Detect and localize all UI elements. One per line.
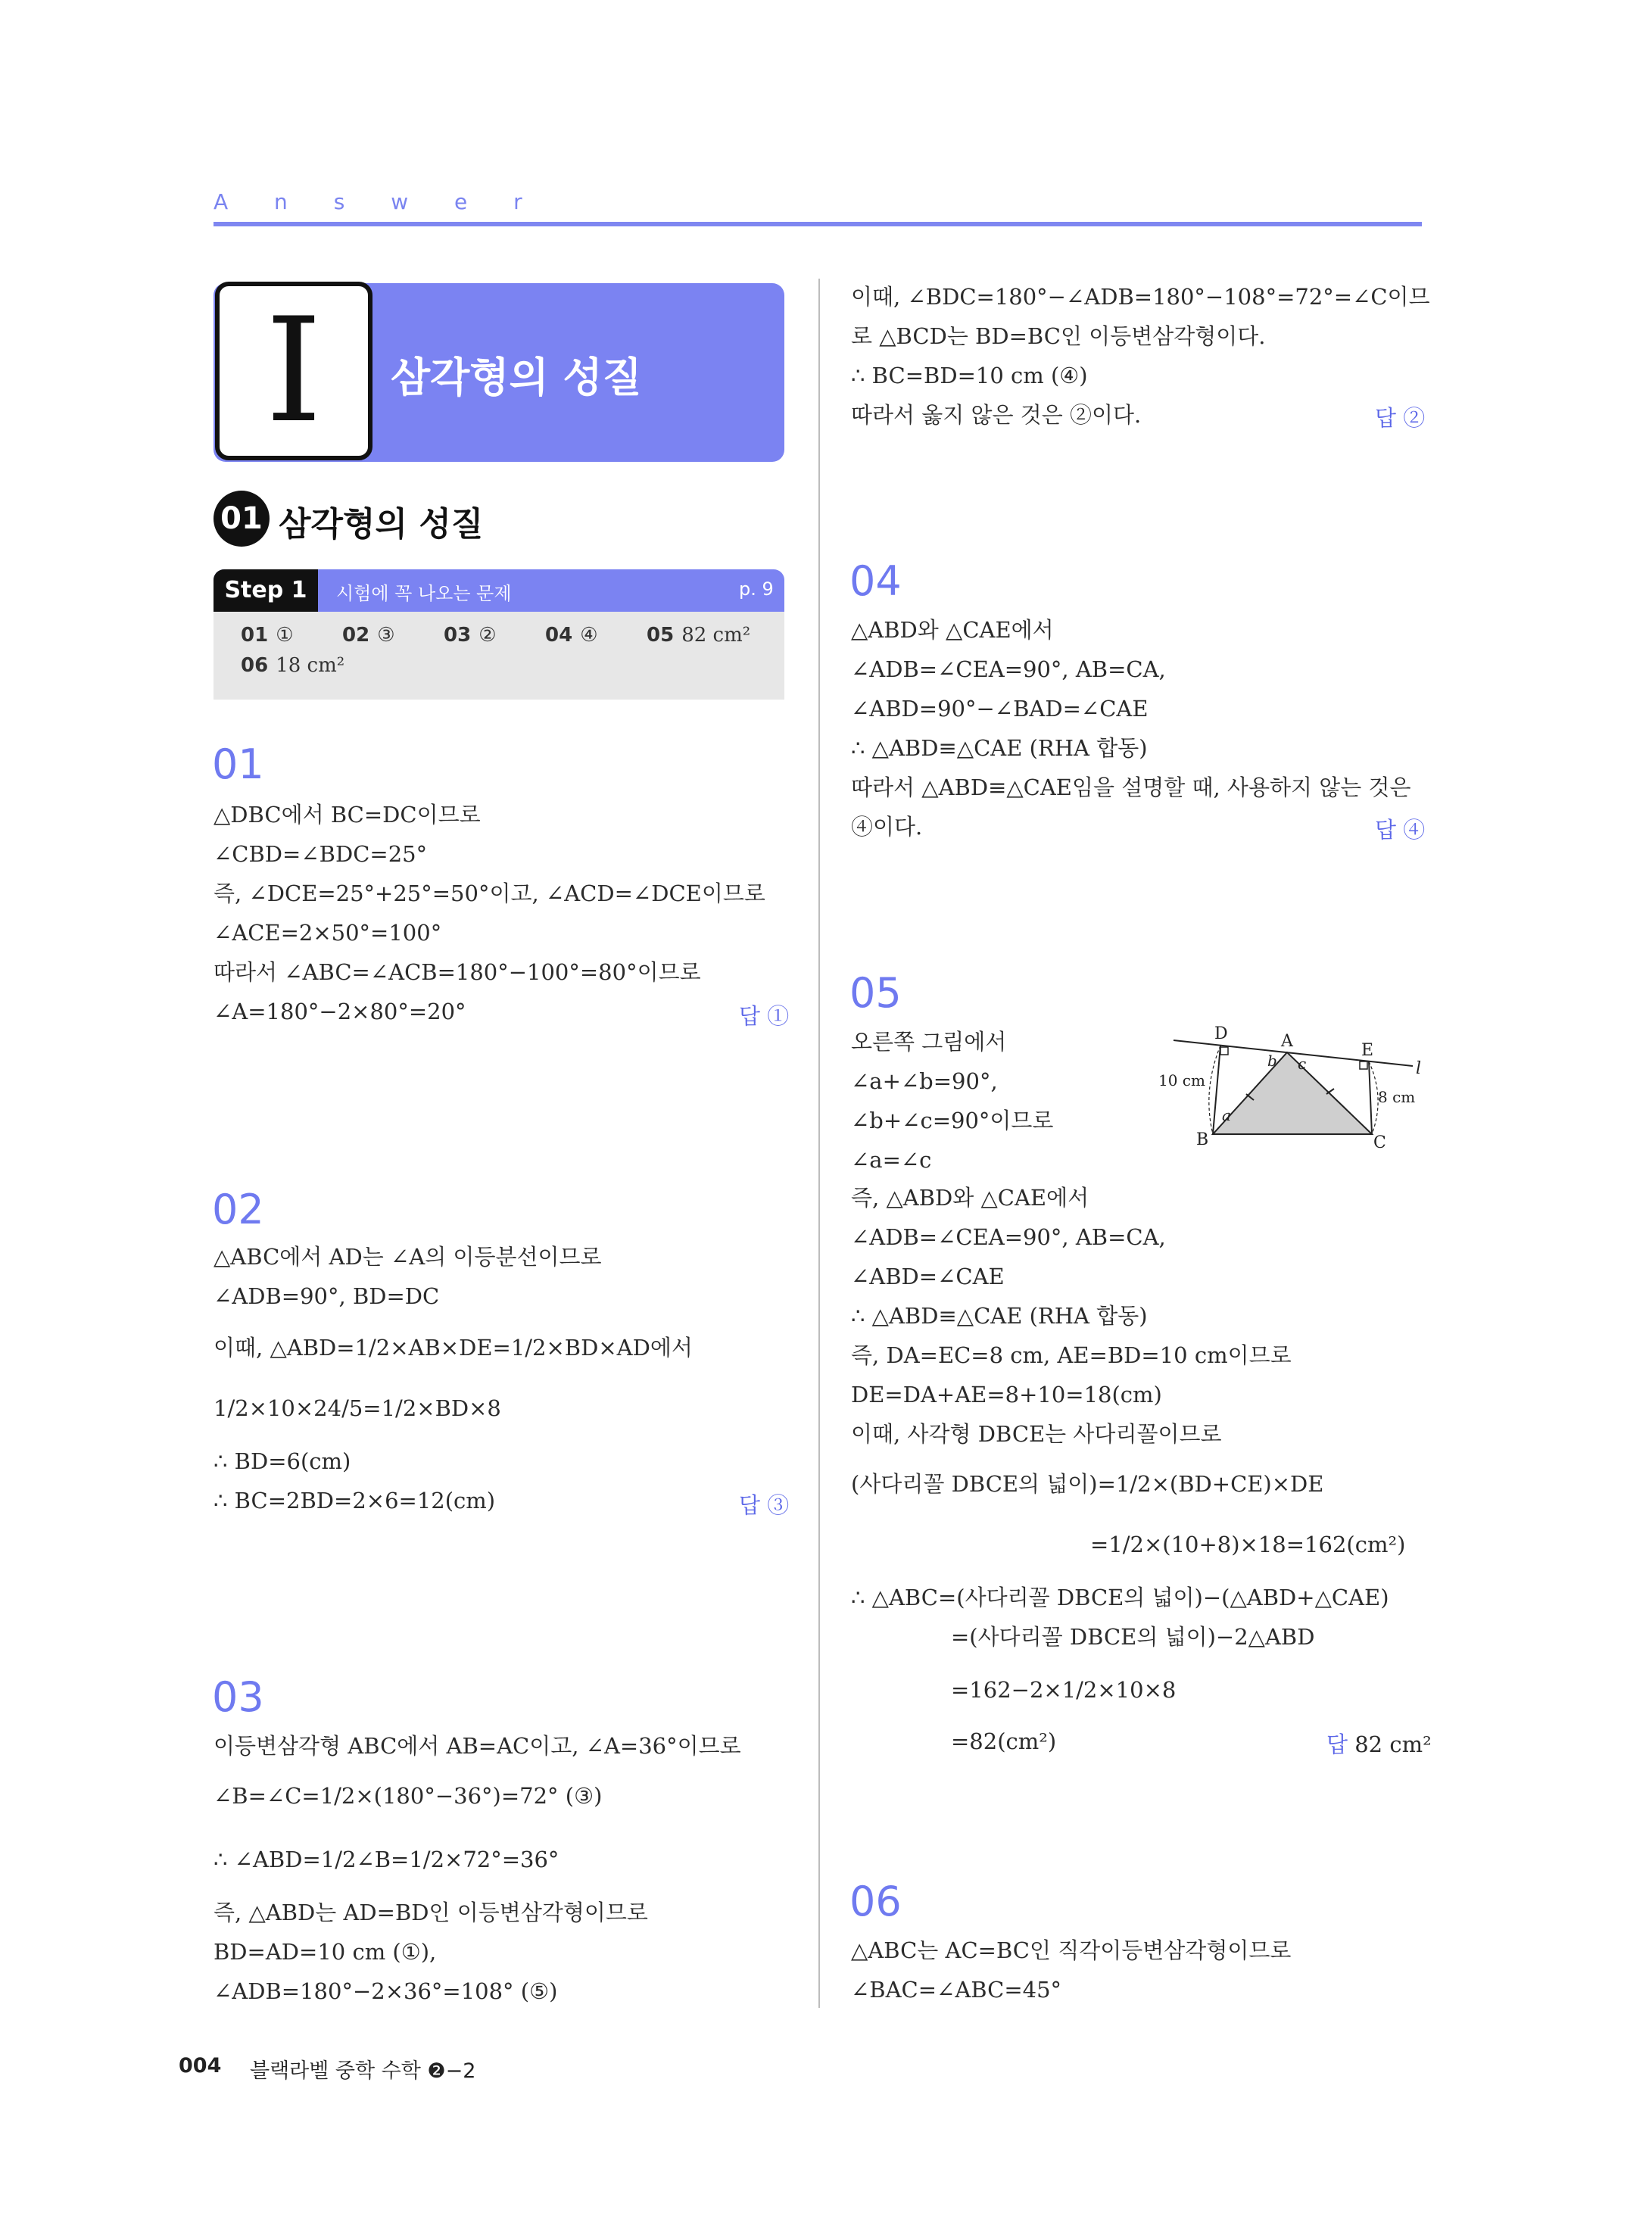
triangle-abc [1213, 1052, 1372, 1134]
problem-number: 06 [849, 1878, 902, 1925]
answer-mark: 답 82 cm² [1326, 1732, 1432, 1757]
solution-line: ④이다. [851, 814, 923, 840]
quick-answer: 01 ① [241, 624, 294, 647]
solution-line: ∠a=∠c [851, 1147, 932, 1173]
label-d: D [1214, 1024, 1228, 1043]
solution-line: ∴ BD=6(cm) [214, 1448, 351, 1474]
header-label: A n s w e r [214, 189, 542, 214]
answer-mark: 답 ③ [739, 1492, 790, 1518]
trapezoid-figure [1158, 1022, 1431, 1151]
label-e: E [1361, 1041, 1374, 1060]
chapter-numeral-box [215, 282, 372, 460]
solution-line: ∠a+∠b=90°, [851, 1068, 998, 1094]
solution-line: ∠CBD=∠BDC=25° [214, 841, 428, 867]
solution-line: 1/2×10×24/5=1/2×BD×8 [214, 1395, 501, 1421]
solution-line: △ABD와 △CAE에서 [851, 617, 1054, 643]
step-page-ref: p. 9 [739, 578, 774, 600]
problem-number: 02 [212, 1186, 264, 1233]
solution-line: (사다리꼴 DBCE의 넓이)=1/2×(BD+CE)×DE [851, 1471, 1324, 1497]
label-line-l: l [1416, 1059, 1422, 1078]
segment-bd [1213, 1046, 1220, 1134]
step-description: 시험에 꼭 나오는 문제 [336, 583, 512, 604]
solution-line: △ABC는 AC=BC인 직각이등변삼각형이므로 [851, 1937, 1292, 1963]
quick-answer: 05 82 cm² [647, 624, 751, 647]
solution-line: 즉, △ABD는 AD=BD인 이등변삼각형이므로 [214, 1900, 648, 1925]
right-angle-d [1220, 1047, 1228, 1055]
solution-line: ∴ △ABC=(사다리꼴 DBCE의 넓이)−(△ABD+△CAE) [851, 1585, 1389, 1610]
solution-line: 따라서 ∠ABC=∠ACB=180°−100°=80°이므로 [214, 959, 701, 985]
solution-line: =(사다리꼴 DBCE의 넓이)−2△ABD [951, 1624, 1315, 1650]
solution-line: ∠ABD=∠CAE [851, 1264, 1005, 1289]
answer-mark: 답 ② [1375, 405, 1426, 431]
right-angle-e [1360, 1061, 1367, 1069]
angle-label-b: b [1267, 1052, 1277, 1070]
answer-mark: 답 ④ [1375, 817, 1426, 843]
solution-line: ∴ △ABD≡△CAE (RHA 합동) [851, 1303, 1148, 1329]
header-rule [214, 222, 1422, 226]
solution-line: 즉, ∠DCE=25°+25°=50°이고, ∠ACD=∠DCE이므로 [214, 881, 765, 906]
solution-line: ∠ADB=90°, BD=DC [214, 1283, 440, 1309]
solution-line: 이때, 사각형 DBCE는 사다리꼴이므로 [851, 1421, 1222, 1447]
problem-number: 01 [212, 740, 264, 788]
column-divider [818, 279, 820, 2008]
solution-line: ∠B=∠C=1/2×(180°−36°)=72° (③) [214, 1783, 603, 1809]
quick-answer: 06 18 cm² [241, 654, 345, 677]
solution-line: 즉, DA=EC=8 cm, AE=BD=10 cm이므로 [851, 1342, 1292, 1368]
solution-line: DE=DA+AE=8+10=18(cm) [851, 1382, 1162, 1407]
solution-line: 이때, △ABD=1/2×AB×DE=1/2×BD×AD에서 [214, 1335, 693, 1361]
label-length-bd: 10 cm [1158, 1071, 1205, 1089]
solution-line: 따라서 옳지 않은 것은 ②이다. [851, 402, 1142, 428]
solution-line: 따라서 △ABD≡△CAE임을 설명할 때, 사용하지 않는 것은 [851, 775, 1411, 800]
label-length-ce: 8 cm [1378, 1088, 1416, 1106]
label-a: A [1281, 1032, 1293, 1051]
chapter-title: 삼각형의 성질 [391, 354, 642, 401]
solution-line: △ABC에서 AD는 ∠A의 이등분선이므로 [214, 1244, 602, 1270]
angle-label-a: a [1222, 1106, 1231, 1124]
footer-page-number: 004 [179, 2054, 222, 2078]
solution-line: 오른쪽 그림에서 [851, 1029, 1007, 1055]
solution-line: ∠ADB=∠CEA=90°, AB=CA, [851, 1224, 1166, 1250]
solution-line: ∠A=180°−2×80°=20° [214, 999, 466, 1024]
solution-line: ∠BAC=∠ABC=45° [851, 1977, 1062, 2003]
solution-line: 이등변삼각형 ABC에서 AB=AC이고, ∠A=36°이므로 [214, 1733, 741, 1759]
problem-number: 03 [212, 1673, 264, 1721]
solution-line: ∴ ∠ABD=1/2∠B=1/2×72°=36° [214, 1847, 559, 1872]
problem-number: 04 [849, 557, 902, 605]
solution-line: ∠ABD=90°−∠BAD=∠CAE [851, 696, 1149, 722]
solution-line: 로 △BCD는 BD=BC인 이등변삼각형이다. [851, 323, 1266, 349]
solution-line: =162−2×1/2×10×8 [951, 1677, 1177, 1703]
section-number-badge: 01 [214, 491, 270, 547]
problem-number: 05 [849, 969, 902, 1017]
solution-line: ∴ BC=2BD=2×6=12(cm) [214, 1488, 496, 1513]
quick-answer: 04 ④ [545, 624, 598, 647]
quick-answer: 03 ② [444, 624, 497, 647]
solution-line: ∠ACE=2×50°=100° [214, 920, 442, 946]
segment-ce [1369, 1061, 1372, 1134]
step-label: Step 1 [214, 569, 318, 612]
angle-label-c: c [1298, 1055, 1307, 1073]
solution-line: ∴ BC=BD=10 cm (④) [851, 363, 1088, 388]
solution-line: BD=AD=10 cm (①), [214, 1939, 437, 1965]
footer-book-title: 블랙라벨 중학 수학 ❷−2 [250, 2059, 476, 2083]
solution-line: 즉, △ABD와 △CAE에서 [851, 1185, 1089, 1211]
section-title: 삼각형의 성질 [279, 505, 484, 544]
solution-line: ∠ADB=180°−2×36°=108° (⑤) [214, 1978, 558, 2004]
solution-line: =1/2×(10+8)×18=162(cm²) [1090, 1532, 1406, 1557]
answer-mark: 답 ① [739, 1003, 790, 1029]
solution-line: =82(cm²) [951, 1728, 1057, 1754]
chapter-numeral: I [265, 287, 323, 454]
solution-line: ∠b+∠c=90°이므로 [851, 1108, 1054, 1133]
label-c: C [1373, 1133, 1386, 1151]
solution-line: 이때, ∠BDC=180°−∠ADB=180°−108°=72°=∠C이므 [851, 284, 1430, 310]
solution-line: ∴ △ABD≡△CAE (RHA 합동) [851, 735, 1148, 761]
solution-line: ∠ADB=∠CEA=90°, AB=CA, [851, 656, 1166, 682]
solution-line: △DBC에서 BC=DC이므로 [214, 802, 481, 828]
quick-answer: 02 ③ [342, 624, 395, 647]
label-b: B [1196, 1130, 1209, 1149]
